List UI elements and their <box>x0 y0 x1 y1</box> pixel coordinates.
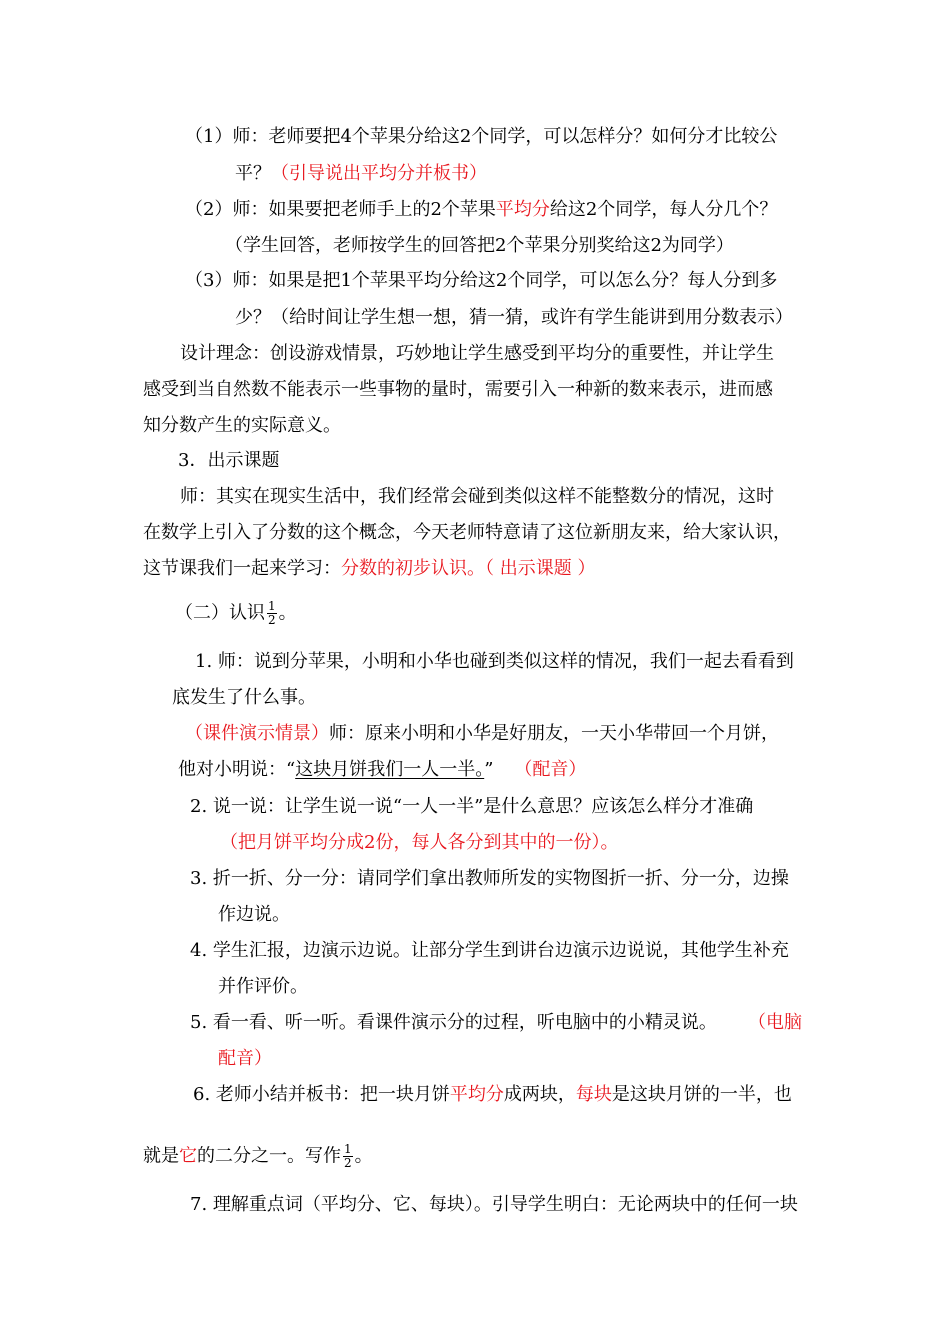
fraction-numerator: 1 <box>344 1142 352 1156</box>
text: 给这2个同学，每人分几个？ <box>549 199 778 220</box>
red-note: （配音） <box>523 759 587 780</box>
text: 这节课我们一起来学习： <box>143 558 341 579</box>
text: 的二分之一。写作 <box>197 1145 341 1167</box>
underlined-quote: 这块月饼我们一人一半。 <box>295 759 485 780</box>
fraction-denominator: 2 <box>268 613 276 627</box>
section3-line2: 在数学上引入了分数的这个概念，今天老师特意请了这位新朋友来，给大家认识， <box>143 522 791 543</box>
section3-title: 3．出示课题 <box>178 450 280 471</box>
text: 。 <box>278 602 297 624</box>
section3-line1: 师：其实在现实生活中，我们经常会碰到类似这样不能整数分的情况，这时 <box>180 486 774 507</box>
design-line3: 知分数产生的实际意义。 <box>143 415 341 436</box>
text: （2）师：如果要把老师手上的2个苹果 <box>185 199 496 220</box>
text: 。 <box>354 1145 373 1167</box>
text: 平？ <box>235 163 271 184</box>
text: 师：原来小明和小华是好朋友，一天小华带回一个月饼， <box>329 723 779 744</box>
item5-line1: 5. 看一看、听一听。看课件演示分的过程，听电脑中的小精灵说。 <box>190 1012 717 1033</box>
fraction-denominator: 2 <box>344 1156 352 1170</box>
text: 是这块月饼的一半，也 <box>611 1084 792 1105</box>
section3-line3 <box>143 557 595 581</box>
text: （二）认识 <box>175 602 265 624</box>
item1-line4 <box>178 758 586 782</box>
red-keyword: 平均分 <box>495 199 550 220</box>
paragraph-q3-line2: 少？（给时间让学生想一想，猜一猜，或许有学生能讲到用分数表示） <box>235 307 793 328</box>
text: 6. 老师小结并板书：把一块月饼 <box>193 1084 450 1105</box>
item3-line1: 3. 折一折、分一分：请同学们拿出教师所发的实物图折一折、分一分，边操 <box>190 868 789 889</box>
design-line2: 感受到当自然数不能表示一些事物的量时，需要引入一种新的数来表示，进而感 <box>143 379 773 400</box>
item2-line2: （把月饼平均分成2份，每人各分到其中的一份）。 <box>220 832 619 853</box>
item2-line1: 2. 说一说：让学生说一说“一人一半”是什么意思？应该怎么样分才准确 <box>190 796 754 817</box>
paragraph-q3-line1: （3）师：如果是把1个苹果平均分给这2个同学，可以怎么分？每人分到多 <box>185 270 778 291</box>
item6-line2 <box>143 1143 373 1170</box>
paragraph-q2-line1 <box>185 198 777 222</box>
red-note: （课件演示情景） <box>185 723 329 744</box>
paragraph-q1-line2 <box>235 162 487 186</box>
red-keyword: 平均分 <box>449 1084 504 1105</box>
red-topic: 分数的初步认识。（ 出示课题 ） <box>341 558 596 579</box>
text: 成两块， <box>503 1084 576 1105</box>
text: ” <box>484 759 494 780</box>
item5-line2: 配音） <box>218 1048 272 1069</box>
red-keyword: 它 <box>179 1145 197 1167</box>
item5-red-note: （电脑 <box>748 1012 802 1033</box>
red-note: （引导说出平均分并板书） <box>271 163 487 184</box>
text: 他对小明说：“ <box>178 759 296 780</box>
paragraph-q2-line2: （学生回答，老师按学生的回答把2个苹果分别奖给这2为同学） <box>225 235 734 256</box>
item7-line1: 7. 理解重点词（平均分、它、每块）。引导学生明白：无论两块中的任何一块 <box>190 1194 798 1215</box>
item3-line2: 作边说。 <box>218 904 290 925</box>
item4-line2: 并作评价。 <box>218 976 308 997</box>
fraction-one-half <box>267 600 277 627</box>
item6-line1 <box>193 1083 792 1107</box>
fraction-numerator: 1 <box>268 599 276 613</box>
text: 就是 <box>143 1145 179 1167</box>
design-line1: 设计理念：创设游戏情景，巧妙地让学生感受到平均分的重要性，并让学生 <box>180 343 774 364</box>
paragraph-q1-line1: （1）师：老师要把4个苹果分给这2个同学，可以怎样分？如何分才比较公 <box>185 126 778 147</box>
section2-heading <box>175 600 297 627</box>
item1-line2: 底发生了什么事。 <box>172 687 316 708</box>
item1-line3 <box>185 722 779 746</box>
red-keyword: 每块 <box>575 1084 612 1105</box>
item1-line1: 1. 师：说到分苹果，小明和小华也碰到类似这样的情况，我们一起去看看到 <box>195 651 794 672</box>
fraction-one-half <box>343 1143 353 1170</box>
item4-line1: 4. 学生汇报，边演示边说。让部分学生到讲台边演示边说说，其他学生补充 <box>190 940 789 961</box>
